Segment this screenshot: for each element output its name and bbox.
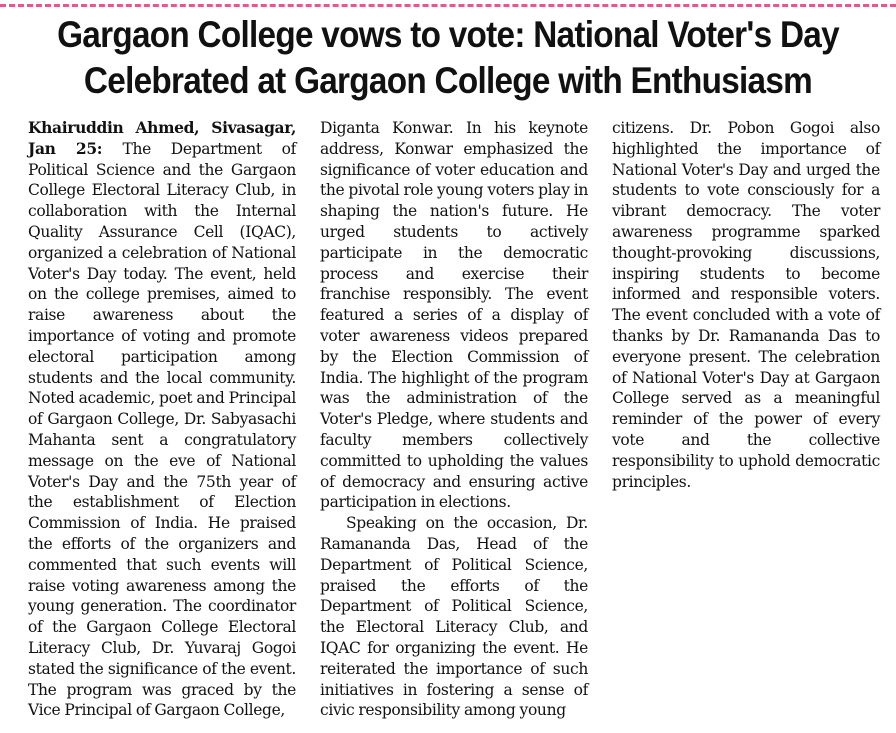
- headline-line-2: Celebrated at Gargaon College with Enthusiasm: [83, 60, 813, 101]
- article-column-3: [612, 118, 880, 728]
- byline: Khairuddin Ahmed, Sivasagar, Jan 25:: [28, 118, 296, 158]
- headline: [45, 12, 851, 104]
- article-paragraph: citizens. Dr. Pobon Gogoi also highlighted the importance of National Voter's Day and urged the students to vote consciously for a vibrant democracy. The voter awareness programme sparked thought-provoking discussions, inspiring students to become informed and responsible voters. The event concluded with a vote of thanks by Dr. Ramananda Das to everyone present. The celebration of National Voter's Day at Gargaon College served as a meaningful reminder of the power of every vote and the collective responsibility to uphold democratic principles.: [612, 119, 881, 491]
- article-paragraph: Khairuddin Ahmed, Sivasagar, Jan 25: The Department of Political Science and the Gargaon College Electoral Literacy Club, in collaboration with the Internal Quality Assurance Cell (IQAC), organized a celebration of National Voter's Day today. The event, held on the college premises, aimed to raise awareness about the importance of voting and promote electoral participation among students and the local community. Noted academic, poet and Principal of Gargaon College, Dr. Sabyasachi Mahanta sent a congratulatory message on the eve of National Voter's Day and the 75th year of the establishment of Election Commission of India. He praised the efforts of the organizers and commented that such events will raise voting awareness among the young generation. The coordinator of the Gargaon College Electoral Literacy Club, Dr. Yuvaraj Gogoi stated the significance of the event. The program was graced by the Vice Principal of Gargaon College,: [28, 118, 297, 720]
- headline-line-1: Gargaon College vows to vote: National Voter's Day: [57, 14, 839, 55]
- article-column-2: [320, 118, 588, 728]
- article-paragraph: Speaking on the occasion, Dr. Ramananda Das, Head of the Department of Political Science, praised the efforts of the Department of Political Science, the Electoral Literacy Club, and IQAC for organizing the event. He reiterated the importance of such initiatives in fostering a sense of civic responsibility among young: [320, 514, 589, 720]
- article-columns: [28, 118, 880, 728]
- article-column-1: [28, 118, 296, 728]
- top-dashed-rule: [0, 4, 896, 7]
- article-paragraph: Diganta Konwar. In his keynote address, Konwar emphasized the significance of voter education and the pivotal role young voters play in shaping the nation's future. He urged students to actively participate in the democratic process and exercise their franchise responsibly. The event featured a series of a display of voter awareness videos prepared by the Election Commission of India. The highlight of the program was the administration of the Voter's Pledge, where students and faculty members collectively committed to upholding the values of democracy and ensuring active participation in elections.: [320, 119, 589, 512]
